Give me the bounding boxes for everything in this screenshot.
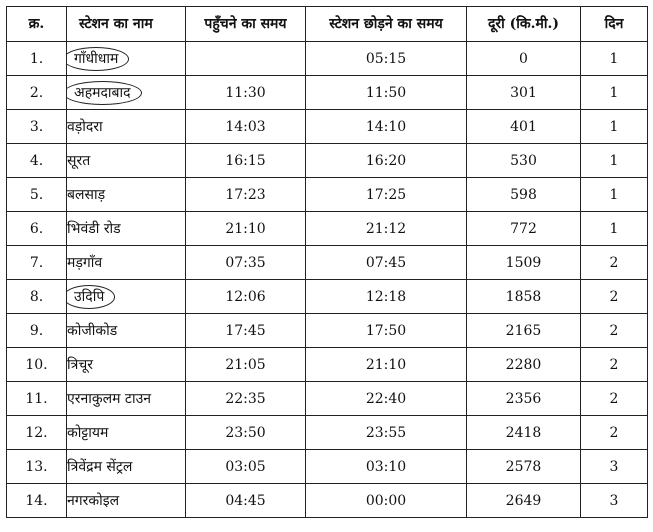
distance-cell: 2418 xyxy=(467,416,581,450)
departure-time-cell: 00:00 xyxy=(306,484,467,518)
header-distance: दूरी (कि.मी.) xyxy=(467,7,581,42)
circled-station-name: उदिपि xyxy=(67,285,116,309)
arrival-time-cell: 21:05 xyxy=(186,348,306,382)
departure-time-cell: 21:12 xyxy=(306,212,467,246)
arrival-time-cell: 03:05 xyxy=(186,450,306,484)
serial-no-cell: 1. xyxy=(7,42,67,76)
distance-cell: 1509 xyxy=(467,246,581,280)
day-cell: 1 xyxy=(581,42,648,76)
arrival-time-cell: 21:10 xyxy=(186,212,306,246)
distance-cell: 301 xyxy=(467,76,581,110)
serial-no-cell: 8. xyxy=(7,280,67,314)
arrival-time-cell: 23:50 xyxy=(186,416,306,450)
day-cell: 3 xyxy=(581,450,648,484)
train-schedule-table xyxy=(6,6,648,518)
arrival-time-cell: 16:15 xyxy=(186,144,306,178)
distance-cell: 2165 xyxy=(467,314,581,348)
arrival-time-cell xyxy=(186,42,306,76)
distance-cell: 2280 xyxy=(467,348,581,382)
table-row xyxy=(7,382,648,416)
table-body xyxy=(7,42,648,518)
table-row xyxy=(7,42,648,76)
serial-no-cell: 6. xyxy=(7,212,67,246)
table-row xyxy=(7,76,648,110)
station-name: त्रिवेंद्रम सेंट्रल xyxy=(67,458,133,475)
station-name-cell xyxy=(67,110,186,144)
station-name: कोजीकोड xyxy=(67,322,118,339)
arrival-time-cell: 11:30 xyxy=(186,76,306,110)
day-cell: 2 xyxy=(581,348,648,382)
departure-time-cell: 05:15 xyxy=(306,42,467,76)
station-name-cell xyxy=(67,314,186,348)
station-name: मड़गाँव xyxy=(67,254,103,271)
distance-cell: 401 xyxy=(467,110,581,144)
station-name-cell xyxy=(67,212,186,246)
day-cell: 2 xyxy=(581,280,648,314)
station-name-cell xyxy=(67,484,186,518)
departure-time-cell: 17:50 xyxy=(306,314,467,348)
station-name: भिवंडी रोड xyxy=(67,220,121,237)
departure-time-cell: 16:20 xyxy=(306,144,467,178)
day-cell: 1 xyxy=(581,212,648,246)
day-cell: 3 xyxy=(581,484,648,518)
station-name-cell xyxy=(67,178,186,212)
table-row xyxy=(7,348,648,382)
table-row xyxy=(7,212,648,246)
station-name-cell xyxy=(67,144,186,178)
day-cell: 1 xyxy=(581,178,648,212)
arrival-time-cell: 17:45 xyxy=(186,314,306,348)
arrival-time-cell: 22:35 xyxy=(186,382,306,416)
serial-no-cell: 4. xyxy=(7,144,67,178)
serial-no-cell: 3. xyxy=(7,110,67,144)
arrival-time-cell: 07:35 xyxy=(186,246,306,280)
serial-no-cell: 10. xyxy=(7,348,67,382)
table-row xyxy=(7,178,648,212)
station-name: वड़ोदरा xyxy=(67,118,103,135)
serial-no-cell: 9. xyxy=(7,314,67,348)
circled-station-name: गाँधीधाम xyxy=(67,47,130,71)
timetable xyxy=(6,6,648,518)
header-station-name: स्टेशन का नाम xyxy=(67,7,186,42)
day-cell: 2 xyxy=(581,246,648,280)
header-arrival-time: पहुँचने का समय xyxy=(186,7,306,42)
day-cell: 1 xyxy=(581,110,648,144)
day-cell: 2 xyxy=(581,416,648,450)
header-serial-no: क्र. xyxy=(7,7,67,42)
departure-time-cell: 23:55 xyxy=(306,416,467,450)
departure-time-cell: 22:40 xyxy=(306,382,467,416)
header-departure-time: स्टेशन छोड़ने का समय xyxy=(306,7,467,42)
station-name-cell xyxy=(67,416,186,450)
arrival-time-cell: 12:06 xyxy=(186,280,306,314)
table-row xyxy=(7,110,648,144)
day-cell: 2 xyxy=(581,314,648,348)
station-name-cell xyxy=(67,382,186,416)
station-name: नगरकोइल xyxy=(67,492,120,509)
day-cell: 2 xyxy=(581,382,648,416)
distance-cell: 2578 xyxy=(467,450,581,484)
departure-time-cell: 11:50 xyxy=(306,76,467,110)
header-row xyxy=(7,7,648,42)
departure-time-cell: 14:10 xyxy=(306,110,467,144)
station-name: कोट्टायम xyxy=(67,424,109,441)
distance-cell: 530 xyxy=(467,144,581,178)
distance-cell: 598 xyxy=(467,178,581,212)
station-name-cell xyxy=(67,246,186,280)
header-day: दिन xyxy=(581,7,648,42)
departure-time-cell: 17:25 xyxy=(306,178,467,212)
station-name-cell xyxy=(67,348,186,382)
arrival-time-cell: 14:03 xyxy=(186,110,306,144)
distance-cell: 1858 xyxy=(467,280,581,314)
serial-no-cell: 11. xyxy=(7,382,67,416)
serial-no-cell: 12. xyxy=(7,416,67,450)
table-row xyxy=(7,246,648,280)
departure-time-cell: 21:10 xyxy=(306,348,467,382)
circled-station-name: अहमदाबाद xyxy=(67,81,142,105)
arrival-time-cell: 04:45 xyxy=(186,484,306,518)
departure-time-cell: 03:10 xyxy=(306,450,467,484)
serial-no-cell: 5. xyxy=(7,178,67,212)
day-cell: 1 xyxy=(581,144,648,178)
departure-time-cell: 12:18 xyxy=(306,280,467,314)
distance-cell: 772 xyxy=(467,212,581,246)
serial-no-cell: 14. xyxy=(7,484,67,518)
serial-no-cell: 2. xyxy=(7,76,67,110)
station-name: बलसाड़ xyxy=(67,186,106,203)
station-name-cell xyxy=(67,76,186,110)
departure-time-cell: 07:45 xyxy=(306,246,467,280)
station-name-cell xyxy=(67,280,186,314)
table-row xyxy=(7,314,648,348)
table-row xyxy=(7,144,648,178)
station-name: त्रिचूर xyxy=(67,356,93,373)
station-name-cell xyxy=(67,42,186,76)
distance-cell: 2649 xyxy=(467,484,581,518)
arrival-time-cell: 17:23 xyxy=(186,178,306,212)
serial-no-cell: 7. xyxy=(7,246,67,280)
table-row xyxy=(7,450,648,484)
distance-cell: 0 xyxy=(467,42,581,76)
station-name: एरनाकुलम टाउन xyxy=(67,390,152,407)
station-name-cell xyxy=(67,450,186,484)
station-name: सूरत xyxy=(67,152,91,169)
distance-cell: 2356 xyxy=(467,382,581,416)
serial-no-cell: 13. xyxy=(7,450,67,484)
day-cell: 1 xyxy=(581,76,648,110)
table-row xyxy=(7,484,648,518)
table-row xyxy=(7,416,648,450)
table-row xyxy=(7,280,648,314)
